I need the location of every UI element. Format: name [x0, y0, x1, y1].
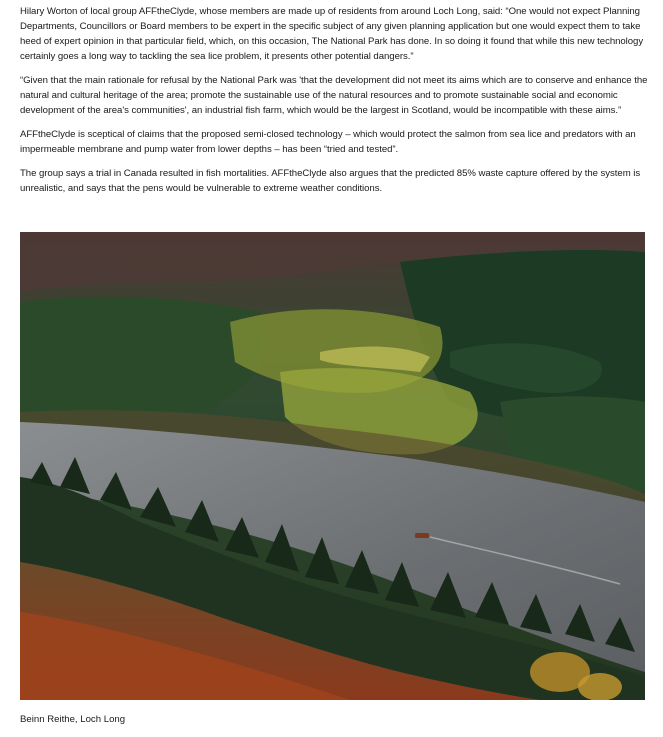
article-paragraph: The group says a trial in Canada resulted in fish mortalities. AFFtheClyde also argues that the predicted 85% waste capture offered by the system is unrealistic, and says that the pens would be vulnerable to extreme weather conditions. [20, 168, 641, 194]
loch-landscape-image [20, 232, 645, 700]
photo-caption: Beinn Reithe, Loch Long [20, 714, 126, 725]
article-paragraph: “Given that the main rationale for refusal by the National Park was 'that the development did not meet its aims which are to conserve and enhance the natural and cultural heritage of the area; promote the sustainable use of the natural resources and to promote sustainable social and economic development of the area's communities', an industrial fish farm, which would be the largest in Scotland, would be incompatible with these aims.” [20, 75, 648, 116]
boat-shape [415, 533, 429, 538]
article-paragraph: Hilary Worton of local group AFFtheClyde, whose members are made up of residents from around Loch Long, said: “One would not expect Planning Departments, Councillors or Board members to be expert in the specific subject of any given planning application but one would expect them to take heed of expert opinion in that particular field, which, on this occasion, The National Park has done. In so doing it found that while this new technology certainly goes a long way to tackling the sea lice problem, it presents other potential dangers.” [20, 6, 644, 62]
article-paragraph: AFFtheClyde is sceptical of claims that the proposed semi-closed technology – which would protect the salmon from sea lice and predators with an impermeable membrane and pump water from lower depths – has been “tried and tested”. [20, 129, 636, 155]
article-body [20, 4, 650, 205]
loch-landscape-photo [20, 232, 645, 700]
